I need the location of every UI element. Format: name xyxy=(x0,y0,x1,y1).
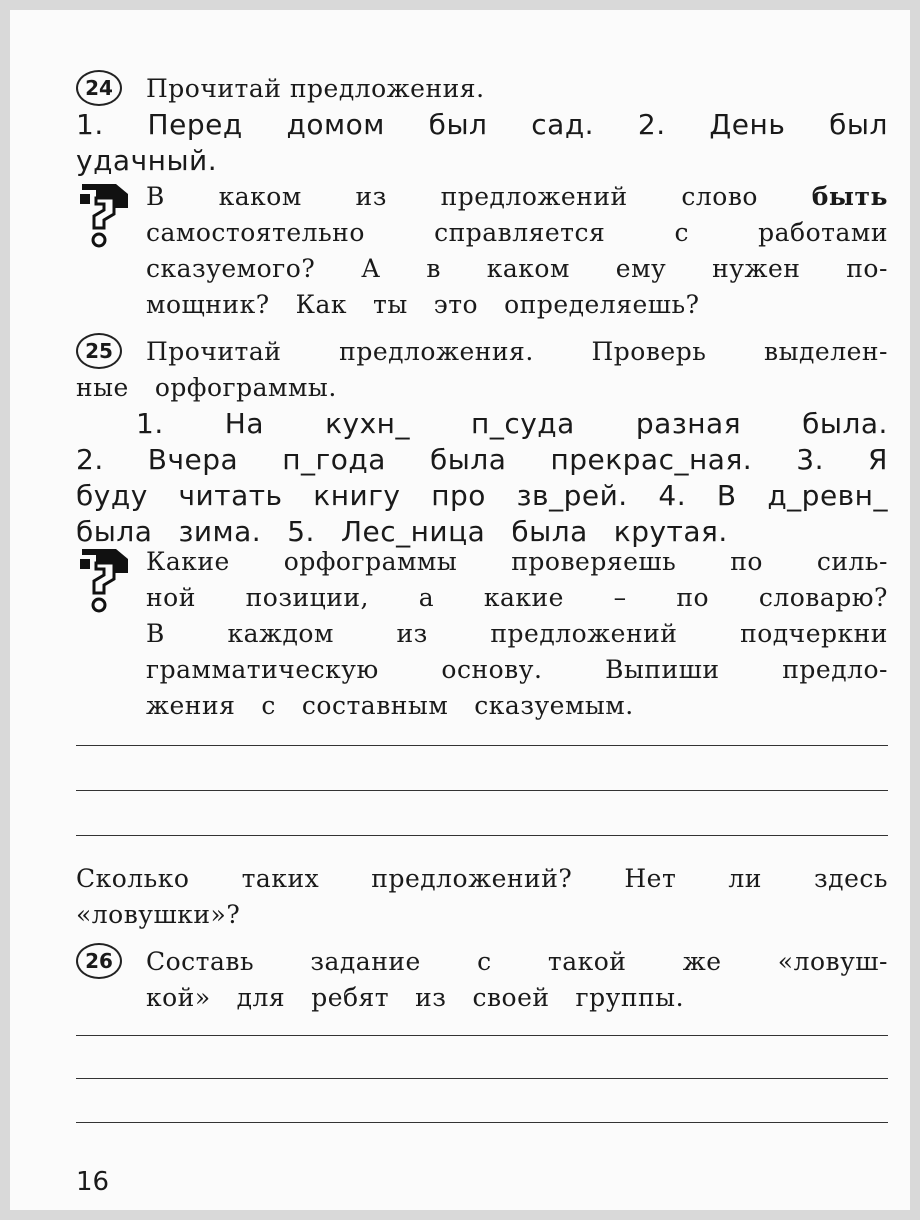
word: А xyxy=(361,253,381,283)
word: была xyxy=(511,514,588,548)
text-line xyxy=(146,579,888,615)
text-line xyxy=(76,333,888,369)
word: На xyxy=(224,406,265,440)
word: В xyxy=(716,478,737,512)
word: проверяешь xyxy=(511,546,677,576)
task-24-sentences xyxy=(76,106,888,178)
word: а xyxy=(418,582,435,612)
word: про xyxy=(431,478,486,512)
word: буду xyxy=(76,478,148,512)
word: Какие xyxy=(146,546,230,576)
word: ли xyxy=(728,863,762,893)
word: В xyxy=(146,618,165,648)
word: с xyxy=(261,690,276,720)
word: предло- xyxy=(782,654,888,684)
word: орфограммы. xyxy=(154,372,337,402)
text-line xyxy=(76,142,888,178)
word: мощник? xyxy=(146,289,270,319)
word: сказуемого? xyxy=(146,253,316,283)
word: удачный. xyxy=(76,143,218,177)
word: по xyxy=(730,546,763,576)
text-line xyxy=(146,543,888,579)
text-line xyxy=(146,615,888,651)
text-line xyxy=(76,405,888,441)
word: Нет xyxy=(624,863,677,893)
text-line xyxy=(146,250,888,286)
word: Составь xyxy=(146,946,255,976)
word: был xyxy=(428,107,488,141)
word: Сколько xyxy=(76,863,190,893)
word: нужен xyxy=(712,253,801,283)
word: 1. xyxy=(136,406,164,440)
task-24-question xyxy=(146,178,888,322)
task-26-number: 26 xyxy=(76,943,122,979)
word: составным xyxy=(301,690,449,720)
word: Как xyxy=(295,289,347,319)
word: Лес_ница xyxy=(340,514,486,548)
task-25-sentences xyxy=(76,405,888,549)
word: книгу xyxy=(313,478,401,512)
word: кухн_ xyxy=(325,406,410,440)
word: в xyxy=(426,253,441,283)
word: Перед xyxy=(147,107,243,141)
word: словарю? xyxy=(758,582,888,612)
text-line xyxy=(146,286,888,322)
word: была xyxy=(76,514,153,548)
answer-line[interactable] xyxy=(76,1035,888,1036)
word: ные xyxy=(76,372,129,402)
task-24-instruction xyxy=(146,70,566,106)
word: 5. xyxy=(287,514,315,548)
answer-line[interactable] xyxy=(76,1078,888,1079)
word: 1. xyxy=(76,107,104,141)
task-25-number: 25 xyxy=(76,333,122,369)
word: 4. xyxy=(658,478,687,512)
task-25-followup xyxy=(76,860,888,932)
word: п_суда xyxy=(471,406,575,440)
word: грамматическую xyxy=(146,654,379,684)
word: предложений xyxy=(490,618,678,648)
answer-line[interactable] xyxy=(76,1122,888,1123)
text-line xyxy=(146,178,888,214)
word: был xyxy=(829,107,888,141)
text-line xyxy=(76,477,888,513)
word: прекрас_ная. xyxy=(550,442,753,476)
word: ты xyxy=(372,289,408,319)
word: предложений? xyxy=(371,863,573,893)
answer-line[interactable] xyxy=(76,745,888,746)
word: же xyxy=(682,946,722,976)
word: д_ревн_ xyxy=(767,478,888,512)
word: слово xyxy=(681,181,758,211)
word: домом xyxy=(286,107,385,141)
word: группы. xyxy=(575,982,685,1012)
word: здесь xyxy=(814,863,888,893)
word: Вчера xyxy=(147,442,239,476)
word: 2. xyxy=(76,442,104,476)
word: с xyxy=(477,946,492,976)
answer-line[interactable] xyxy=(76,835,888,836)
text-line xyxy=(146,979,888,1015)
word: задание xyxy=(310,946,421,976)
word: ему xyxy=(615,253,667,283)
word: справляется xyxy=(434,217,606,247)
word: каждом xyxy=(227,618,334,648)
word: самостоятельно xyxy=(146,217,365,247)
word: предложений xyxy=(440,181,628,211)
word: своей xyxy=(472,982,550,1012)
word: работами xyxy=(758,217,888,247)
word: силь- xyxy=(816,546,888,576)
word: п_года xyxy=(282,442,386,476)
word: зима. xyxy=(178,514,262,548)
word: жения xyxy=(146,690,236,720)
text-line xyxy=(146,943,888,979)
word: позиции, xyxy=(245,582,369,612)
word: с xyxy=(674,217,689,247)
task-25-instruction xyxy=(76,333,888,405)
word: зв_рей. xyxy=(516,478,628,512)
word: «ловушки»? xyxy=(76,899,241,929)
word: сад. xyxy=(531,107,595,141)
word: по- xyxy=(846,253,888,283)
text-line xyxy=(76,860,888,896)
word: сказуемым. xyxy=(474,690,634,720)
word: орфограммы xyxy=(283,546,458,576)
text-line xyxy=(76,896,888,932)
word: Я xyxy=(868,442,888,476)
word: какие xyxy=(483,582,564,612)
word: определяешь? xyxy=(504,289,700,319)
page-number: 16 xyxy=(76,1167,110,1197)
word: каком xyxy=(218,181,302,211)
text-line xyxy=(146,687,888,723)
word: по xyxy=(676,582,710,612)
word: крутая. xyxy=(613,514,728,548)
workbook-page xyxy=(10,10,910,1210)
answer-line[interactable] xyxy=(76,790,888,791)
word: В xyxy=(146,181,165,211)
word: ребят xyxy=(311,982,390,1012)
word: ной xyxy=(146,582,196,612)
word: предложения. xyxy=(339,336,534,366)
word: для xyxy=(236,982,286,1012)
word: каком xyxy=(486,253,570,283)
word: кой» xyxy=(146,982,211,1012)
word: основу. xyxy=(441,654,543,684)
text-line xyxy=(76,106,888,142)
task-25-question xyxy=(146,543,888,723)
word: это xyxy=(433,289,479,319)
word: была. xyxy=(802,406,888,440)
word: День xyxy=(709,107,786,141)
text-line xyxy=(146,651,888,687)
word: была xyxy=(429,442,507,476)
word: подчеркни xyxy=(740,618,888,648)
word: – xyxy=(613,582,627,612)
word: таких xyxy=(241,863,320,893)
question-mark-icon xyxy=(76,180,134,250)
word: из xyxy=(396,618,428,648)
task-26-text xyxy=(146,943,888,1015)
word: Выпиши xyxy=(605,654,720,684)
task-24-number: 24 xyxy=(76,70,122,106)
word: из xyxy=(355,181,387,211)
word: 3. xyxy=(796,442,824,476)
text-line xyxy=(76,441,888,477)
word: выделен- xyxy=(764,336,888,366)
word: такой xyxy=(547,946,627,976)
text-line xyxy=(146,214,888,250)
instruction-text: Прочитай предложения. xyxy=(146,73,485,103)
text-line xyxy=(76,369,888,405)
question-mark-icon xyxy=(76,545,134,615)
word: 2. xyxy=(637,107,666,141)
word: читать xyxy=(178,478,283,512)
word: разная xyxy=(635,406,742,440)
word: Прочитай xyxy=(146,336,282,366)
word: быть xyxy=(811,181,888,211)
word: «ловуш- xyxy=(777,946,888,976)
word: из xyxy=(415,982,447,1012)
word: Проверь xyxy=(591,336,707,366)
